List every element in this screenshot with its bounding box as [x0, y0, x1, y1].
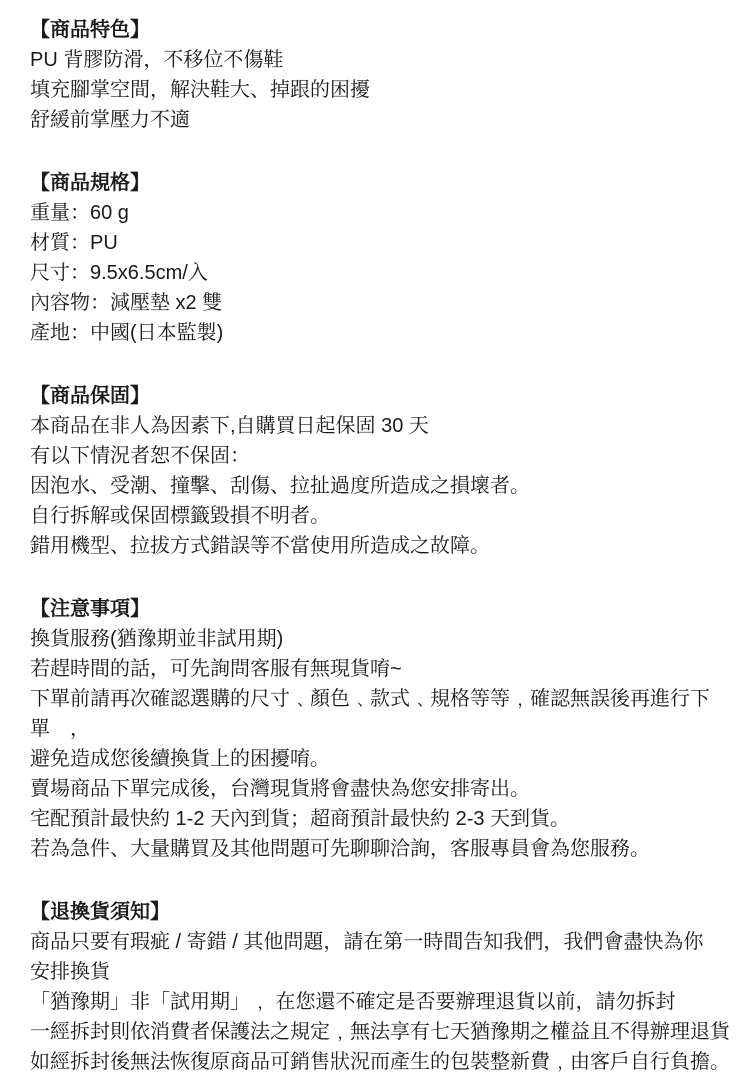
- text-line: 本商品在非人為因素下,自購買日起保固 30 天: [30, 415, 429, 437]
- section-title: 【商品規格】: [30, 172, 150, 194]
- text-line: 賣場商品下單完成後，台灣現貨將會盡快為您安排寄出。: [30, 778, 530, 800]
- text-line: 如經拆封後無法恢復原商品可銷售狀況而產生的包裝整新費﹐由客戶自行負擔。: [30, 1051, 730, 1073]
- spec-weight: 重量：60 g: [30, 202, 129, 224]
- text-line: 因泡水、受潮、撞擊、刮傷、拉扯過度所造成之損壞者。: [30, 475, 530, 497]
- text-line: 安排換貨: [30, 961, 110, 983]
- section-notices: [30, 594, 742, 864]
- text-line: 商品只要有瑕疵 / 寄錯 / 其他問題，請在第一時間告知我們，我們會盡快為你: [30, 931, 704, 953]
- text-line: 「猶豫期」非「試用期」﹐ 在您還不確定是否要辦理退貨以前，請勿拆封: [30, 991, 676, 1013]
- text-line: 避免造成您後續換貨上的困擾唷。: [30, 748, 330, 770]
- text-line: 下單前請再次確認選購的尺寸﹑顏色﹑款式﹑規格等等﹐確認無誤後再進行下單 ，: [30, 688, 710, 740]
- text-line: 有以下情況者恕不保固：: [30, 445, 250, 467]
- spec-material: 材質：PU: [30, 232, 118, 254]
- text-line: 一經拆封則依消費者保護法之規定﹐無法享有七天猶豫期之權益且不得辦理退貨: [30, 1021, 730, 1043]
- section-title: 【退換貨須知】: [30, 901, 170, 923]
- text-line: 填充腳掌空間，解決鞋大、掉跟的困擾: [30, 79, 370, 101]
- text-line: 宅配預計最快約 1-2 天內到貨；超商預計最快約 2-3 天到貨。: [30, 808, 571, 830]
- spec-contents: 內容物：減壓墊 x2 雙: [30, 292, 223, 314]
- section-title: 【商品保固】: [30, 385, 150, 407]
- text-line: 錯用機型、拉拔方式錯誤等不當使用所造成之故障。: [30, 535, 490, 557]
- text-line: 舒緩前掌壓力不適: [30, 109, 190, 131]
- section-title: 【商品特色】: [30, 19, 150, 41]
- section-title: 【注意事項】: [30, 598, 150, 620]
- section-specs: [30, 168, 742, 348]
- text-line: 若為急件、大量購買及其他問題可先聊聊洽詢，客服專員會為您服務。: [30, 838, 650, 860]
- section-returns: [30, 897, 742, 1077]
- section-warranty: [30, 381, 742, 561]
- text-line: PU 背膠防滑，不移位不傷鞋: [30, 49, 284, 71]
- text-line: 換貨服務(猶豫期並非試用期): [30, 628, 284, 650]
- section-features: [30, 15, 742, 135]
- text-line: 自行拆解或保固標籤毀損不明者。: [30, 505, 330, 527]
- text-line: 若趕時間的話，可先詢問客服有無現貨唷~: [30, 658, 402, 680]
- spec-size: 尺寸：9.5x6.5cm/入: [30, 262, 208, 284]
- spec-origin: 產地：中國(日本監製): [30, 322, 224, 344]
